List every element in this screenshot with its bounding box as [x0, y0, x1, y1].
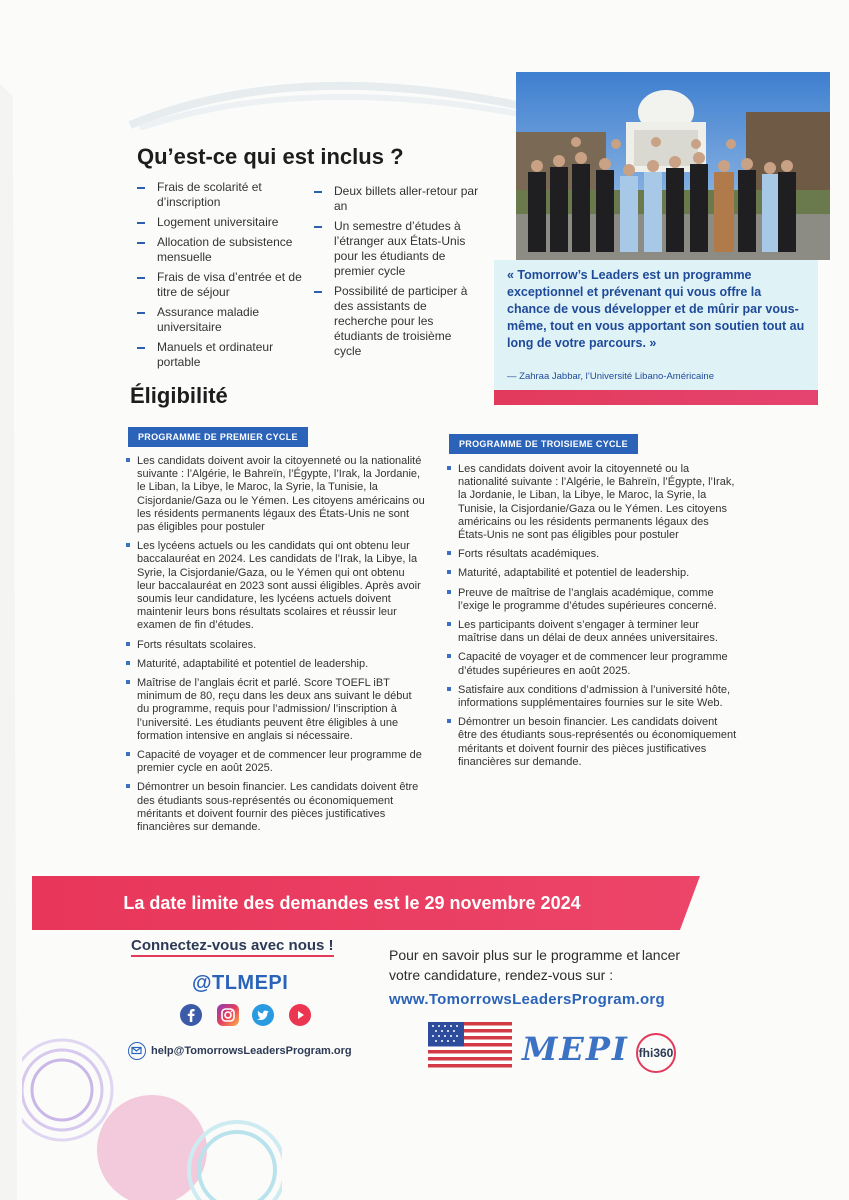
list-item: Démontrer un besoin financier. Les candidats doivent être des étudiants sous-représentés ou économiquement méritants et doivent fournir des pièces justificatives financières sur demande.	[447, 716, 737, 769]
website-link[interactable]: www.TomorrowsLeadersProgram.org	[389, 991, 666, 1008]
undergrad-program-tag: PROGRAMME DE PREMIER CYCLE	[128, 427, 308, 447]
list-item: Assurance maladie universitaire	[137, 305, 307, 335]
list-item: Manuels et ordinateur portable	[137, 340, 307, 370]
more-info-text: Pour en savoir plus sur le programme et lancer votre candidature, rendez-vous sur :	[389, 947, 681, 983]
list-item: Maîtrise de l’anglais écrit et parlé. Score TOEFL iBT minimum de 80, reçu dans les deux ans suivant le début du programme, requis pour l’admission/ l’inscription à l’université. Les étudiants peuvent être éligibles à une formation intensive en anglais si nécessaire.	[126, 677, 426, 743]
eligibility-title: Éligibilité	[130, 383, 228, 408]
list-item: Frais de visa d’entrée et de titre de séjour	[137, 270, 307, 300]
decorative-arcs-top	[100, 50, 560, 130]
graduate-program-tag: PROGRAMME DE TROISIEME CYCLE	[449, 434, 638, 454]
list-item: Les candidats doivent avoir la citoyenneté ou la nationalité suivante : l’Algérie, le Bahreïn, l’Égypte, l’Irak, la Jordanie, le Liban, la Libye, le Maroc, la Syrie, la Tunisie, la Cisjordanie/Gaza ou le Yémen. Les citoyens américains ou les résidents permanents légaux des États-Unis ne sont pas éligibles pour postuler	[447, 463, 737, 542]
list-item: Maturité, adaptabilité et potentiel de leadership.	[447, 567, 737, 580]
quote-accent-bar	[494, 390, 818, 405]
twitter-icon[interactable]	[252, 1004, 274, 1026]
list-item: Un semestre d’études à l’étranger aux États-Unis pour les étudiants de premier cycle	[314, 219, 479, 279]
us-flag-icon	[428, 1022, 512, 1068]
social-handle[interactable]: @TLMEPI	[192, 972, 289, 994]
undergrad-eligibility-list	[126, 455, 426, 840]
list-item: Allocation de subsistence mensuelle	[137, 235, 307, 265]
list-item: Forts résultats scolaires.	[126, 639, 426, 652]
youtube-icon[interactable]	[289, 1004, 311, 1026]
email-icon	[128, 1042, 146, 1060]
included-list-2	[314, 184, 479, 364]
list-item: Les lycéens actuels ou les candidats qui ont obtenu leur baccalauréat en 2024. Les candidats de l’Irak, la Libye, la Syrie, la Cisjordanie/Gaza, ou le Yémen qui ont obtenu leur baccalauréat en 2023 sont aussi éligibles. Après avoir soumis leur candidature, les lycéens actuels doivent maintenir leurs bons résultats scolaires et réussir leur examen de fin d’études.	[126, 540, 426, 632]
mepi-logo: MEPI	[522, 1030, 629, 1068]
included-list-1	[137, 180, 307, 375]
list-item: Possibilité de participer à des assistants de recherche pour les étudiants de troisième cycle	[314, 284, 479, 359]
list-item: Deux billets aller-retour par an	[314, 184, 479, 214]
instagram-icon[interactable]	[217, 1004, 239, 1026]
email-link[interactable]: help@TomorrowsLeadersProgram.org	[151, 1045, 352, 1057]
list-item: Démontrer un besoin financier. Les candidats doivent être des étudiants sous-représentés ou économiquement méritants et doivent fournir des pièces justificatives financières sur demande.	[126, 781, 426, 834]
group-photo	[516, 72, 830, 260]
list-item: Frais de scolarité et d’inscription	[137, 180, 307, 210]
list-item: Forts résultats académiques.	[447, 548, 737, 561]
list-item: Les candidats doivent avoir la citoyenneté ou la nationalité suivante : l’Algérie, le Bahreïn, l’Égypte, l’Irak, la Jordanie, le Liban, la Libye, le Maroc, la Syrie, la Tunisie, la Cisjordanie/Gaza ou le Yémen. Les citoyens américains ou les résidents permanents légaux des États-Unis ne sont pas éligibles pour postuler	[126, 455, 426, 534]
list-item: Logement universitaire	[137, 215, 307, 230]
fhi360-logo: fhi360	[636, 1033, 676, 1073]
included-title: Qu’est-ce qui est inclus ?	[137, 144, 404, 169]
list-item: Les participants doivent s’engager à terminer leur maîtrise dans un délai de deux années universitaires.	[447, 619, 737, 645]
deadline-text: La date limite des demandes est le 29 novembre 2024	[123, 893, 581, 913]
list-item: Preuve de maîtrise de l’anglais académique, comme l’exige le programme d’études supérieures concerné.	[447, 587, 737, 613]
list-item: Capacité de voyager et de commencer leur programme de premier cycle en août 2025.	[126, 749, 426, 775]
connect-heading: Connectez-vous avec nous !	[131, 937, 334, 957]
testimonial-author: — Zahraa Jabbar, l’Université Libano-Américaine	[507, 371, 714, 382]
list-item: Maturité, adaptabilité et potentiel de leadership.	[126, 658, 426, 671]
testimonial-quote: « Tomorrow’s Leaders est un programme exceptionnel et prévenant qui vous offre la chance de vous développer et de mûrir par vous-même, tout en vous apportant son soutien tout au long de votre parcours. »	[507, 268, 805, 350]
graduate-eligibility-list	[447, 463, 737, 775]
list-item: Capacité de voyager et de commencer leur programme d’études supérieures en août 2025.	[447, 651, 737, 677]
facebook-icon[interactable]	[180, 1004, 202, 1026]
list-item: Satisfaire aux conditions d’admission à l’université hôte, informations supplémentaires fournies sur le site Web.	[447, 684, 737, 710]
